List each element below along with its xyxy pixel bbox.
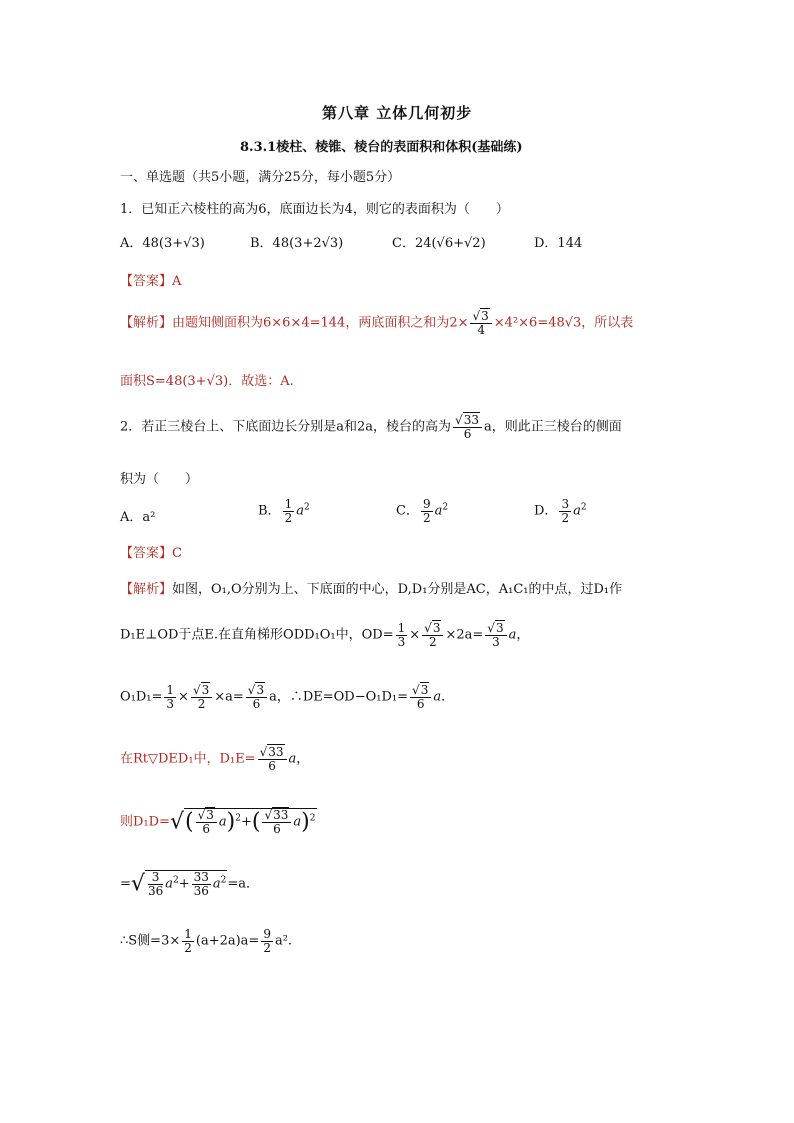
q2-analysis-line4: 在Rt▽DED₁中，D₁E= $\frac{√33}{6}$ a， bbox=[120, 745, 310, 773]
frac-33-36: $\frac{33}{36}$ bbox=[193, 870, 209, 898]
q2-l3a: O₁D₁= bbox=[120, 689, 163, 705]
q2-l4a: 在Rt▽DED₁中，D₁E= bbox=[120, 751, 256, 767]
q1-answer: 【答案】A bbox=[120, 274, 182, 289]
frac-sqrt3-3: $\frac{√3}{3}$ bbox=[485, 622, 506, 648]
frac-sqrt3-6-b: $\frac{√3}{6}$ bbox=[410, 684, 431, 710]
q1-analysis-label: 【解析】 bbox=[120, 315, 173, 331]
frac-sqrt3-6-c: $\frac{√3}{6}$ bbox=[196, 809, 217, 835]
q1-option-c: C．24(√6+√2) bbox=[392, 236, 486, 251]
fraction-9-over-2: $\frac{9}{2}$ bbox=[422, 497, 431, 525]
q1-option-d: D．144 bbox=[534, 236, 583, 251]
q2-option-b: B． $\frac{1}{2}$ $a^2$ bbox=[258, 497, 310, 525]
q2-option-d-label: D． bbox=[534, 503, 558, 519]
frac-1-2-b: $\frac{1}{2}$ bbox=[184, 927, 192, 955]
q2-option-b-label: B． bbox=[258, 503, 281, 519]
q2-analysis-line1 bbox=[120, 578, 622, 597]
q2-l3b: ×a= bbox=[214, 689, 244, 705]
q2-option-a: A．a² bbox=[120, 510, 156, 525]
frac-sqrt3-2-b: $\frac{√3}{2}$ bbox=[191, 684, 212, 710]
q2-analysis-line2: D₁E⊥OD于点E.在直角梯形ODD₁O₁中，OD= $\frac{1}{3}$ × $\frac{√3}{2}$ ×2a= $\frac{√3}{3}$ a， bbox=[120, 621, 530, 649]
q2-stem-a: 2．若正三棱台上、下底面边长分别是a和2a，棱台的高为 bbox=[120, 419, 452, 435]
q2-option-c-label: C． bbox=[396, 503, 419, 519]
frac-1-3-b: $\frac{1}{3}$ bbox=[166, 683, 175, 711]
q2-l2b: ×2a= bbox=[445, 627, 484, 643]
q2-analysis-line7 bbox=[120, 928, 292, 954]
page-title: 第八章 立体几何初步 bbox=[322, 104, 473, 122]
q1-analysis-line2: 面积S=48(3+√3)．故选：A. bbox=[120, 374, 294, 389]
q1-stem: 1．已知正六棱柱的高为6，底面边长为4，则它的表面积为（ ） bbox=[120, 202, 509, 217]
q2-l6a: = bbox=[120, 876, 131, 892]
q2-l2a: D₁E⊥OD于点E.在直角梯形ODD₁O₁中，OD= bbox=[120, 627, 394, 643]
fraction-sqrt3-over-4: $\frac{√3}{4}$ bbox=[470, 310, 491, 336]
frac-sqrt3-2: $\frac{√3}{2}$ bbox=[422, 622, 443, 648]
q2-stem-line1 bbox=[120, 414, 622, 440]
q2-option-c: C． $\frac{9}{2}$ $a^2$ bbox=[396, 497, 449, 525]
fraction-3-over-2: $\frac{3}{2}$ bbox=[561, 497, 570, 525]
q2-l7c: a². bbox=[274, 933, 293, 949]
q2-analysis-label: 【解析】 bbox=[120, 582, 173, 597]
q1-analysis-text-b: ×4²×6=48√3，所以表 bbox=[493, 315, 634, 331]
q1-option-b: B．48(3+2√3) bbox=[250, 236, 344, 251]
section-heading: 一、单选题（共5小题，满分25分，每小题5分） bbox=[120, 170, 401, 185]
q2-stem-line2: 积为（ ） bbox=[120, 472, 199, 487]
q2-analysis-line6: =√ $\frac{3}{36}$ $a^2+$ $\frac{33}{36}$ $a^2=a$． bbox=[120, 870, 260, 898]
q2-l7a: ∴S侧=3× bbox=[120, 933, 181, 949]
q2-analysis-text1: 如图，O₁,O分别为上、下底面的中心，D,D₁分别是AC，A₁C₁的中点，过D₁作 bbox=[172, 582, 623, 597]
q2-analysis-line5: 则D₁D=√( $\frac{√3}{6}$ a)$^2$+( $\frac{√33}{6}$ a)$^2$ bbox=[120, 808, 316, 836]
q2-analysis-line3: O₁D₁= $\frac{1}{3}$ × $\frac{√3}{2}$ ×a= $\frac{√3}{6}$ a，∴DE=OD−O₁D₁= $\frac{√3}{6}$ a． bbox=[120, 683, 455, 711]
frac-sqrt33-6-c: $\frac{√33}{6}$ bbox=[262, 809, 291, 835]
q2-l5a: 则D₁D= bbox=[120, 814, 170, 830]
q2-l3c: a，∴DE=OD−O₁D₁= bbox=[269, 689, 409, 705]
q1-analysis-line1 bbox=[120, 310, 633, 336]
frac-3-36: $\frac{3}{36}$ bbox=[147, 870, 164, 898]
frac-sqrt33-6-b: $\frac{√33}{6}$ bbox=[258, 746, 287, 772]
frac-9-2-b: $\frac{9}{2}$ bbox=[263, 927, 271, 955]
q2-option-d: D． $\frac{3}{2}$ $a^2$ bbox=[534, 497, 587, 525]
q2-answer: 【答案】C bbox=[120, 546, 182, 561]
frac-1-3: $\frac{1}{3}$ bbox=[397, 621, 406, 649]
frac-sqrt3-6: $\frac{√3}{6}$ bbox=[246, 684, 267, 710]
q2-l6b: =a． bbox=[227, 876, 260, 892]
fraction-1-over-2: $\frac{1}{2}$ bbox=[284, 497, 293, 525]
fraction-sqrt33-over-6: $\frac{√33}{6}$ bbox=[453, 414, 482, 440]
q2-l7b: (a+2a)a= bbox=[195, 933, 260, 949]
q2-stem-b: a，则此正三棱台的侧面 bbox=[483, 419, 622, 435]
page-subtitle: 8.3.1棱柱、棱锥、棱台的表面积和体积(基础练) bbox=[240, 140, 523, 155]
q1-analysis-text-a: 由题知侧面积为6×6×4=144，两底面积之和为2× bbox=[172, 315, 469, 331]
q1-option-a: A．48(3+√3) bbox=[120, 236, 205, 251]
